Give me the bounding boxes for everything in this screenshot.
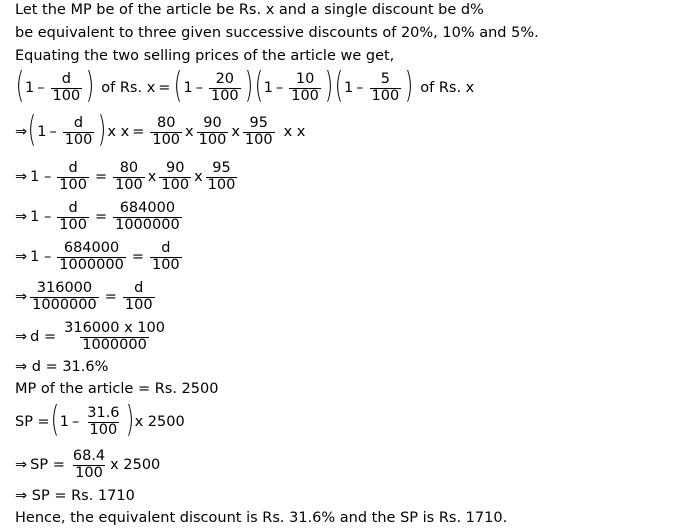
implies-symbol: ⇒ [15,249,28,265]
equation-3 [15,158,240,196]
equals: = [131,249,144,265]
term: x 2500 [134,414,185,430]
fraction [71,449,107,480]
minus: – [49,124,57,140]
numerator: 90 [203,115,222,132]
denominator: 100 [207,176,236,193]
fraction [123,281,155,312]
fraction [63,116,95,147]
numerator: d [61,71,71,88]
fraction [113,201,182,232]
equation-6 [15,278,158,316]
denominator: 100 [371,87,400,104]
equation-1 [15,65,475,108]
times: x [147,169,157,185]
fraction [150,116,182,147]
denominator: 1000000 [59,256,124,273]
equation-2 [15,109,306,152]
minus: – [72,414,80,430]
numerator: 80 [119,160,139,177]
equals: = [94,209,108,225]
right-paren: ) [404,65,414,106]
fraction [57,161,89,192]
numerator: 5 [380,71,390,88]
result-d: ⇒ d = 31.6% [15,359,109,375]
minus: – [37,80,45,96]
denominator: 1000000 [32,296,97,313]
numerator: 90 [165,160,185,177]
denominator: 100 [115,176,143,193]
term: 1 – [30,209,52,225]
right-paren: ) [244,65,253,106]
mp-line [15,381,218,397]
fraction [209,72,241,103]
numerator: 80 [156,115,176,132]
denominator: 100 [89,421,118,438]
denominator: 1000000 [82,336,147,353]
implies-symbol: ⇒ [15,209,28,225]
fraction [206,161,238,192]
numerator: 95 [212,160,231,177]
term: 1 [37,124,47,140]
fraction [243,116,275,147]
left-paren: ( [254,65,263,106]
fraction [30,281,99,312]
left-paren: ( [50,399,59,440]
denominator: 100 [161,176,190,193]
result-sp: ⇒ SP = Rs. 1710 [15,488,135,504]
term: 1 – [30,169,52,185]
sp-equation-1 [15,399,185,442]
denominator: 100 [152,131,181,148]
conclusion-text: Hence, the equivalent discount is Rs. 31.6% and the SP is Rs. 1710. [15,510,508,526]
implies-symbol: ⇒ [15,457,28,473]
term: d = [30,329,57,345]
left-paren: ( [174,65,183,106]
numerator: 684000 [119,200,176,217]
times: x [194,169,203,185]
minus: – [356,80,364,96]
denominator: 100 [64,131,93,148]
numerator: 316000 x 100 [64,320,165,337]
times: x [231,124,240,140]
right-paren: ) [324,65,334,106]
intro-line-3 [15,48,394,64]
term: x x [283,124,306,140]
right-paren: ) [86,65,95,106]
numerator: 20 [215,71,235,88]
intro-text-2: be equivalent to three given successive discounts of 20%, 10% and 5%. [15,25,539,41]
numerator: d [73,115,84,132]
numerator: 316000 [36,280,93,297]
right-paren: ) [125,399,134,440]
intro-line-2 [15,25,539,41]
denominator: 100 [291,87,319,104]
fraction [370,72,402,103]
intro-text-3: Equating the two selling prices of the article we get, [15,48,395,64]
conclusion-line [15,510,507,526]
denominator: 100 [244,131,273,148]
intro-line-1 [15,2,484,18]
fraction [57,201,89,232]
mp-text: MP of the article = Rs. 2500 [15,381,219,397]
numerator: d [134,280,144,297]
denominator: 100 [59,216,87,233]
term: 1 [344,80,354,96]
denominator: 100 [52,87,81,104]
equation-8 [15,359,108,375]
term: SP = [15,414,50,430]
fraction [159,161,191,192]
sp-equation-2 [15,446,160,484]
numerator: 684000 [63,240,120,257]
intro-text-1: Let the MP be of the article be Rs. x and a single discount be d% [15,2,484,18]
equation-5 [15,238,185,276]
numerator: d [68,200,78,217]
denominator: 100 [198,131,227,148]
term: x x [107,124,130,140]
numerator: 31.6 [87,405,120,422]
numerator: 10 [295,71,315,88]
equals: = [94,169,108,185]
term: 1 [25,80,35,96]
implies-symbol: ⇒ [15,169,28,185]
numerator: 95 [249,115,268,132]
numerator: 68.4 [72,448,106,465]
sp-equation-3 [15,488,135,504]
term: of Rs. x [101,80,156,96]
fraction [62,321,167,352]
numerator: d [161,240,171,257]
equals: = [158,80,171,96]
denominator: 100 [210,87,239,104]
fraction [113,161,145,192]
denominator: 1000000 [115,216,180,233]
numerator: d [68,160,78,177]
denominator: 100 [151,256,180,273]
fraction [51,72,83,103]
equation-4 [15,198,185,236]
minus: – [275,80,284,96]
right-paren: ) [98,109,107,150]
term: SP = [30,457,65,473]
denominator: 100 [75,464,103,481]
term: x 2500 [110,457,161,473]
denominator: 100 [59,176,87,193]
left-paren: ( [334,65,344,106]
left-paren: ( [15,65,25,106]
minus: – [195,80,203,96]
fraction [150,241,182,272]
implies-symbol: ⇒ [15,329,28,345]
left-paren: ( [27,109,37,150]
term: of Rs. x [420,80,475,96]
fraction [57,241,126,272]
fraction [197,116,229,147]
term: 1 [183,80,193,96]
fraction [85,406,121,437]
term: 1 [263,80,273,96]
term: 1 [59,414,69,430]
implies-symbol: ⇒ [15,124,28,140]
implies-symbol: ⇒ [15,289,28,305]
denominator: 100 [124,296,153,313]
fraction [289,72,321,103]
equals: = [104,289,117,305]
term: 1 – [30,249,52,265]
equals: = [132,124,145,140]
equation-7 [15,318,170,356]
times: x [185,124,194,140]
